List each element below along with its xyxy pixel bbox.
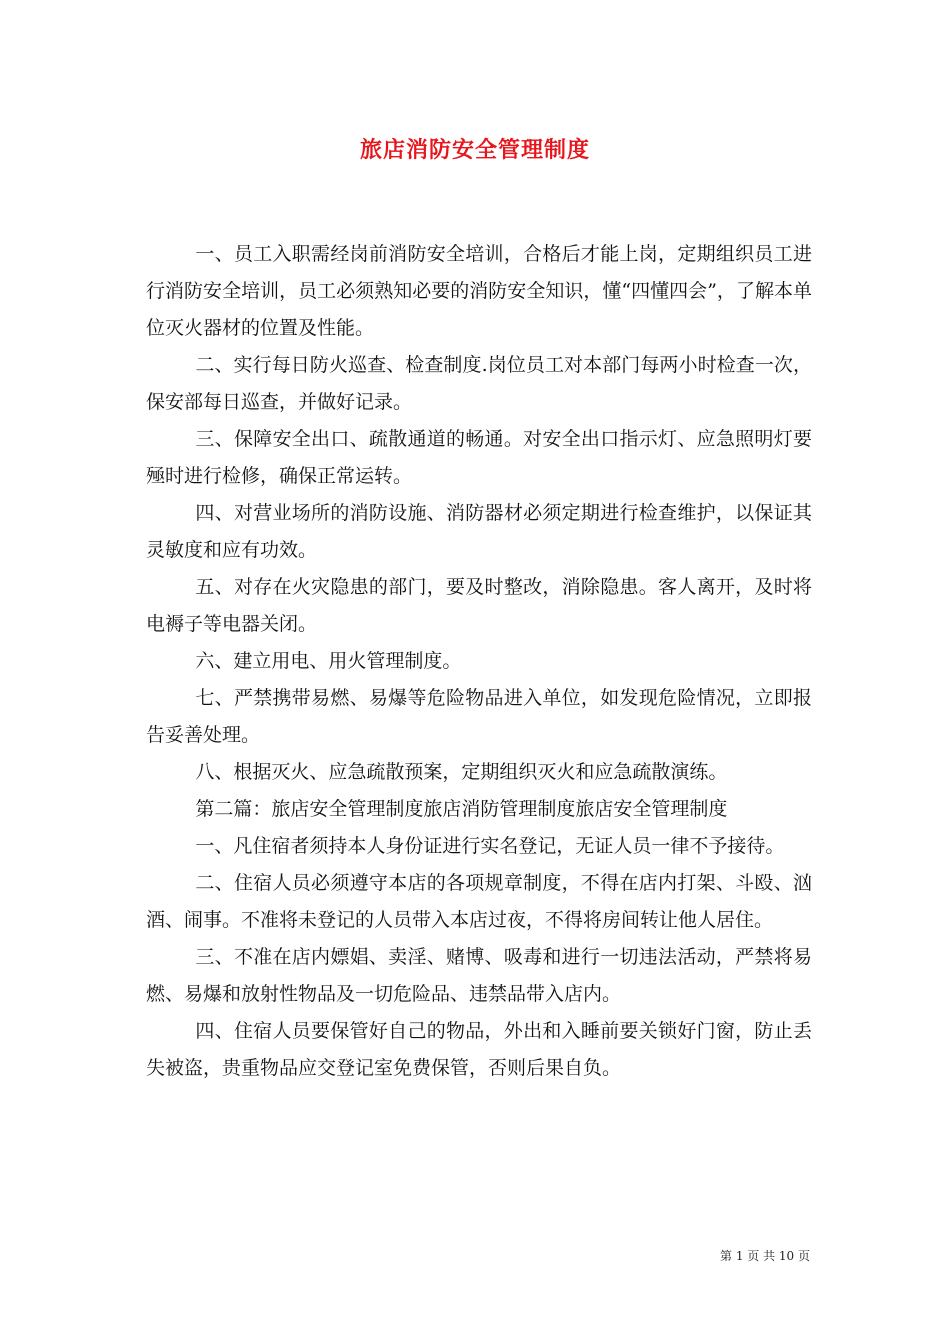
paragraph-5: 五、对存在火灾隐患的部门，要及时整改，消除隐患。客人离开，及时将电褥子等电器关闭。 [146,576,812,635]
section-heading-second-part: 第二篇：旅店安全管理制度旅店消防管理制度旅店安全管理制度 [195,798,728,820]
paragraph-4: 四、对营业场所的消防设施、消防器材必须定期进行检查维护，以保证其灵敏度和应有功效。 [146,502,812,561]
paragraph-3: 三、保障安全出口、疏散通道的畅通。对安全出口指示灯、应急照明灯要殛时进行检修，确保正常运转。 [146,428,812,487]
document-title: 旅店消防安全管理制度 [359,137,590,163]
paragraph-1: 一、员工入职需经岗前消防安全培训，合格后才能上岗，定期组织员工进行消防安全培训，员工必须熟知必要的消防安全知识，懂“四懂四会”，了解本单位灭火器材的位置及性能。 [146,243,812,339]
paragraph-8: 八、根据灭火、应急疏散预案，定期组织灭火和应急疏散演练。 [195,761,728,783]
page-number: 第 1 页 共 10 页 [720,1249,810,1263]
paragraph-7: 七、严禁携带易燃、易爆等危险物品进入单位，如发现危险情况，立即报告妥善处理。 [146,687,812,746]
paragraph-2: 二、实行每日防火巡查、检查制度.岗位员工对本部门每两小时检查一次，保安部每日巡查，并做好记录。 [146,354,812,413]
paragraph-10: 二、住宿人员必须遵守本店的各项规章制度，不得在店内打架、斗殴、汹酒、闹事。不准将未登记的人员带入本店过夜，不得将房间转让他人居住。 [146,872,812,931]
document-body [146,236,812,1087]
paragraph-11: 三、不准在店内嫖娼、卖淫、赌博、吸毒和进行一切违法活动，严禁将易燃、易爆和放射性物品及一切危险品、违禁品带入店内。 [146,946,812,1005]
paragraph-6: 六、建立用电、用火管理制度。 [195,650,462,672]
paragraph-9: 一、凡住宿者须持本人身份证进行实名登记，无证人员一律不予接待。 [195,835,785,857]
paragraph-12: 四、住宿人员要保管好自己的物品，外出和入睡前要关锁好门窗，防止丢失被盗，贵重物品应交登记室免费保管，否则后果自负。 [146,1020,812,1079]
